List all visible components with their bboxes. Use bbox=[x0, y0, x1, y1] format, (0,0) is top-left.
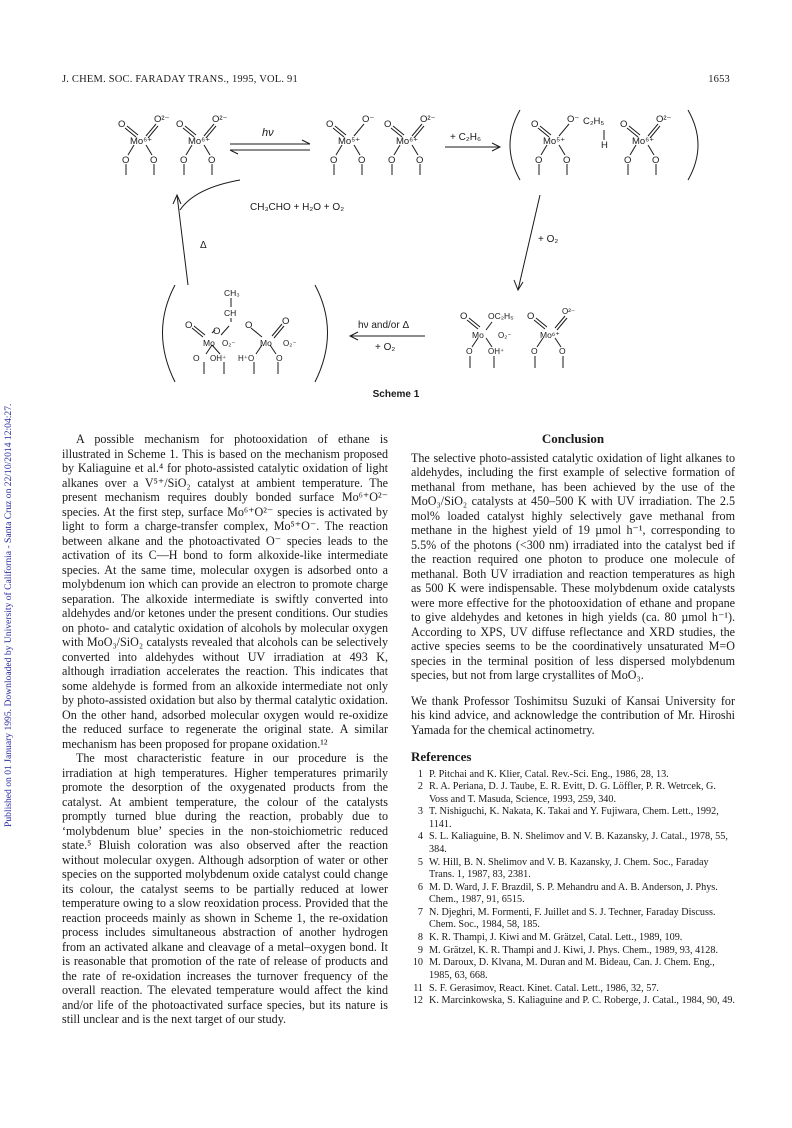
reference-item bbox=[411, 857, 735, 882]
atom-oxygen: O bbox=[620, 119, 628, 130]
group-ethoxy: OC₂H₅ bbox=[488, 311, 514, 321]
atom-oxygen: O bbox=[176, 119, 184, 130]
group-ch: CH bbox=[224, 308, 237, 318]
atom-oxygen: O bbox=[193, 353, 200, 363]
group-ethyl: C₂H₅ bbox=[583, 116, 605, 127]
reference-item bbox=[411, 806, 735, 831]
atom-molybdenum: Mo bbox=[472, 330, 484, 340]
reference-item bbox=[411, 907, 735, 932]
structure-ground-state bbox=[125, 124, 216, 175]
label-delta: Δ bbox=[200, 240, 207, 251]
reference-item bbox=[411, 932, 735, 944]
label-plus-oxygen-bottom: + O₂ bbox=[375, 342, 396, 353]
page-number: 1653 bbox=[708, 74, 730, 85]
atom-oxygen: O bbox=[180, 155, 188, 166]
atom-oxygen: O bbox=[330, 155, 338, 166]
atom-oxygen: O bbox=[563, 155, 571, 166]
atom-molybdenum: Mo⁶⁺ bbox=[540, 330, 560, 340]
atom-hydrogen: H bbox=[601, 140, 608, 151]
atom-oxygen: O bbox=[531, 346, 538, 356]
body-paragraph: The most characteristic feature in our procedure is the irradiation at high temperatures. Higher temperatures primarily promote the desorption of the oxygenated products from the catalyst. At ambient temperature, the colour of the catalysts promptly turned blue during the reaction, probably due to ‘molybdenum blue’ species in the non-stoichiometric reduced state.⁵ Bluish coloration was also observed after the reaction without molecular oxygen. Although adsorption of water or other species on the supported molybdenum oxide catalyst could change its colour, the catalyst seems to be partially reduced at lower temperature owing to a slow reoxidation process. Provided that the reaction proceeds mainly as shown in Scheme 1, the re-oxidation process includes simultaneous abstraction of another hydrogen from an activated alkane and cleavage of a metal–oxygen bond. It is reasonable that promotion of the rate of release of products and the rate of re-oxidation increases the turnover frequency of the overall reaction. The elevated temperature would affect the kind and/or life of the photoactivated surface species, but its nature is still unclear and is the next target of our study. bbox=[62, 751, 388, 1026]
reference-text: M. Grätzel, K. R. Thampi and J. Kiwi, J. Phys. Chem., 1989, 93, 4128. bbox=[429, 944, 719, 956]
atom-oxygen: O bbox=[535, 155, 543, 166]
reference-item bbox=[411, 957, 735, 982]
reference-text: W. Hill, B. N. Shelimov and V. B. Kazansky, J. Chem. Soc., Faraday Trans. 1, 1987, 83, 2381. bbox=[429, 856, 709, 880]
atom-oxygen-anion: O⁻ bbox=[362, 114, 375, 125]
reference-number: 8 bbox=[417, 931, 423, 943]
label-plus-oxygen: + O₂ bbox=[538, 234, 559, 245]
reference-number: 1 bbox=[417, 768, 423, 780]
atom-molybdenum: Mo bbox=[260, 338, 272, 348]
atom-oxygen: O bbox=[531, 119, 539, 130]
reference-text: S. L. Kaliaguine, B. N. Shelimov and V. B. Kazansky, J. Catal., 1978, 55, 384. bbox=[429, 831, 728, 855]
reference-number: 2 bbox=[417, 781, 423, 793]
conclusion-heading: Conclusion bbox=[541, 431, 605, 446]
atom-oxygen-dianion: O²⁻ bbox=[154, 114, 170, 125]
body-paragraph: A possible mechanism for photooxidation of ethane is illustrated in Scheme 1. This is based on the mechanism proposed by Kaliaguine et al.⁴ for photo-assisted catalytic oxidation of light alkanes over a V⁵⁺/SiO₂ catalyst at ambient temperature. The present mechanism requires doubly bonded surface Mo⁶⁺O²⁻ species. At the first step, surface Mo⁶⁺O²⁻ species is activated by light to form a charge-transfer complex, Mo⁵⁺O⁻. The reaction between alkane and the photoactivated O⁻ species leads to the activation of its C—H bond to form alkoxide-like intermediate species. At the same time, molecular oxygen is adsorbed onto a molybdenum ion which can provide an electron to promote charge separation. The alkoxide intermediate is swiftly converted into aldehydes and/or ketones under the present conditions. Our studies on photo- and catalytic oxidation of alcohols by molecular oxygen with MoO₃/SiO₂ catalysts revealed that alcohols can be selectively converted into aldehydes without UV irradiation at 493 K, although irradiation accelerates the reaction. This indicates that some aldehyde is formed from an alkoxide intermediate not only by photo-assisted oxidation but also by thermal catalytic oxidation. On the other hand, adsorbed molecular oxygen would re-oxidize the reduced surface to regenerate the original state. A similar mechanism has been proposed for propane oxidation.¹² bbox=[62, 432, 388, 751]
reference-number: 9 bbox=[417, 944, 423, 956]
atom-oxygen: O bbox=[122, 155, 130, 166]
running-head bbox=[62, 74, 730, 88]
reference-number: 4 bbox=[417, 831, 423, 843]
reference-text: T. Nishiguchi, K. Nakata, K. Takai and Y. Fujiwara, Chem. Lett., 1992, 1141. bbox=[429, 806, 719, 830]
group-hydroxyl: OH⁺ bbox=[210, 354, 227, 363]
group-methyl: CH₃ bbox=[224, 288, 240, 298]
reference-text: M. D. Ward, J. F. Brazdil, S. P. Mehandru and A. B. Anderson, J. Phys. Chem., 1987, 91, 6515. bbox=[429, 881, 718, 905]
conclusion-text: The selective photo-assisted catalytic oxidation of light alkanes to aldehydes, including the first example of selective formation of methanal from methane, has been achieved by the use of the MoO₃/SiO₂ catalysts at 450–500 K with UV irradiation. The 2.5 mol% loaded catalyst highly selectively gave methanal from methane in the highest yield of 19 µmol h⁻¹, corresponding to 5.5% of the photons (<300 nm) irradiated into the catalyst bed if the reaction required one photon to produce one molecule of methanal. Both UV irradiation and reaction temperatures as high as 500 K were indispensable. These molybdenum oxide catalysts were more effective for the photooxidation of ethane and propane to give aldehydes and ketones in high yields (ca. 80 µmol h⁻¹). According to XPS, UV diffuse reflectance and XRD studies, the active species seems to be the coordinatively unsaturated M=O species in the terminal position of less dispersed molybdenum species, but not from large crystallites of MoO₃. bbox=[411, 450, 735, 682]
reference-text: N. Djeghri, M. Formenti, F. Juillet and S. J. Techner, Faraday Discuss. Chem. Soc., 1984, 58, 185. bbox=[429, 906, 716, 931]
body-column-right bbox=[411, 432, 735, 1008]
reference-text: S. F. Gerasimov, React. Kinet. Catal. Lett., 1986, 32, 57. bbox=[429, 982, 659, 994]
reference-text: R. A. Periana, D. J. Taube, E. R. Evitt, D. G. Löffler, P. R. Wetrcek, G. Voss and T. Masuda, Science, 1993, 259, 340. bbox=[429, 781, 716, 805]
structure-charge-transfer bbox=[333, 124, 424, 175]
adsorbed-superoxide: O₂⁻ bbox=[498, 331, 512, 340]
structure-ethoxide bbox=[467, 316, 567, 368]
atom-oxygen: O bbox=[416, 155, 424, 166]
atom-oxygen: O bbox=[282, 316, 290, 327]
body-column-left bbox=[62, 432, 388, 1027]
atom-oxygen: O bbox=[388, 155, 396, 166]
atom-oxygen: O bbox=[384, 119, 392, 130]
reference-number: 6 bbox=[417, 881, 423, 893]
reference-item bbox=[411, 781, 735, 806]
atom-molybdenum: Mo⁶⁺ bbox=[632, 136, 655, 147]
structure-ethane-complex bbox=[538, 124, 660, 175]
reference-item bbox=[411, 831, 735, 856]
scheme-caption: Scheme 1 bbox=[372, 389, 420, 400]
adsorbed-superoxide: O₂⁻ bbox=[222, 339, 236, 348]
reference-item bbox=[411, 983, 735, 995]
atom-oxygen-dianion: O²⁻ bbox=[420, 114, 436, 125]
atom-molybdenum: Mo⁵⁺ bbox=[338, 136, 361, 147]
atom-oxygen: O bbox=[624, 155, 632, 166]
label-products: CH₃CHO + H₂O + O₂ bbox=[250, 202, 345, 213]
reference-number: 7 bbox=[417, 906, 423, 918]
reference-text: M. Daroux, D. Klvana, M. Duran and M. Bideau, Can. J. Chem. Eng., 1985, 63, 668. bbox=[429, 957, 715, 981]
acknowledgement: We thank Professor Toshimitsu Suzuki of Kansai University for his kind advice, and acknowledge the contribution of Mr. Hiroshi Yamada for the chemical actinometry. bbox=[411, 693, 735, 737]
reference-item bbox=[411, 882, 735, 907]
atom-oxygen: O bbox=[466, 346, 473, 356]
reference-number: 11 bbox=[413, 982, 423, 994]
reference-item bbox=[411, 995, 735, 1007]
atom-oxygen: O bbox=[245, 320, 253, 331]
download-watermark: Published on 01 January 1995. Downloaded by University of California - Santa Cruz on 22/10/2014 12:04:27. bbox=[3, 403, 14, 827]
atom-molybdenum: Mo⁶⁺ bbox=[188, 136, 211, 147]
atom-molybdenum: Mo⁶⁺ bbox=[396, 136, 419, 147]
group-hydroxyl: OH⁺ bbox=[488, 347, 505, 356]
label-hv-and-or-delta: hν and/or Δ bbox=[358, 320, 410, 331]
label-hv: hν bbox=[262, 127, 274, 139]
atom-oxygen: O bbox=[559, 346, 566, 356]
atom-oxygen: O bbox=[527, 311, 535, 322]
atom-oxygen: O bbox=[276, 353, 283, 363]
group-hydroxyl: H⁺O bbox=[238, 354, 255, 363]
atom-molybdenum: Mo⁶⁺ bbox=[130, 136, 153, 147]
reference-item bbox=[411, 945, 735, 957]
atom-oxygen: O bbox=[150, 155, 158, 166]
reference-number: 10 bbox=[412, 957, 423, 969]
atom-oxygen: O bbox=[208, 155, 216, 166]
reaction-scheme bbox=[100, 100, 700, 400]
atom-oxygen: O bbox=[118, 119, 126, 130]
journal-citation: J. CHEM. SOC. FARADAY TRANS., 1995, VOL. 91 bbox=[62, 74, 298, 85]
atom-oxygen: O bbox=[185, 320, 193, 331]
references-heading: References bbox=[411, 749, 472, 764]
reference-number: 5 bbox=[417, 856, 423, 868]
label-plus-ethane: + C₂H₆ bbox=[450, 132, 481, 143]
reference-number: 12 bbox=[412, 995, 423, 1007]
atom-oxygen-dianion: O²⁻ bbox=[656, 114, 672, 125]
atom-oxygen: O bbox=[213, 326, 221, 337]
reference-text: K. R. Thampi, J. Kiwi and M. Grätzel, Catal. Lett., 1989, 109. bbox=[429, 931, 683, 943]
atom-molybdenum: Mo⁵⁺ bbox=[543, 136, 566, 147]
atom-oxygen: O bbox=[652, 155, 660, 166]
atom-oxygen-dianion: O²⁻ bbox=[562, 307, 576, 316]
reference-number: 3 bbox=[417, 806, 423, 818]
references-list bbox=[411, 769, 735, 1008]
atom-oxygen-anion: O⁻ bbox=[567, 114, 580, 125]
atom-oxygen: O bbox=[460, 311, 468, 322]
reference-item bbox=[411, 769, 735, 781]
reference-text: P. Pitchai and K. Klier, Catal. Rev.-Sci. Eng., 1986, 28, 13. bbox=[429, 768, 669, 780]
adsorbed-superoxide: O₂⁻ bbox=[283, 339, 297, 348]
reference-text: K. Marcinkowska, S. Kaliaguine and P. C. Roberge, J. Catal., 1984, 90, 49. bbox=[429, 995, 735, 1007]
atom-oxygen-dianion: O²⁻ bbox=[212, 114, 228, 125]
atom-molybdenum: Mo bbox=[203, 338, 215, 348]
atom-oxygen: O bbox=[326, 119, 334, 130]
atom-oxygen: O bbox=[358, 155, 366, 166]
